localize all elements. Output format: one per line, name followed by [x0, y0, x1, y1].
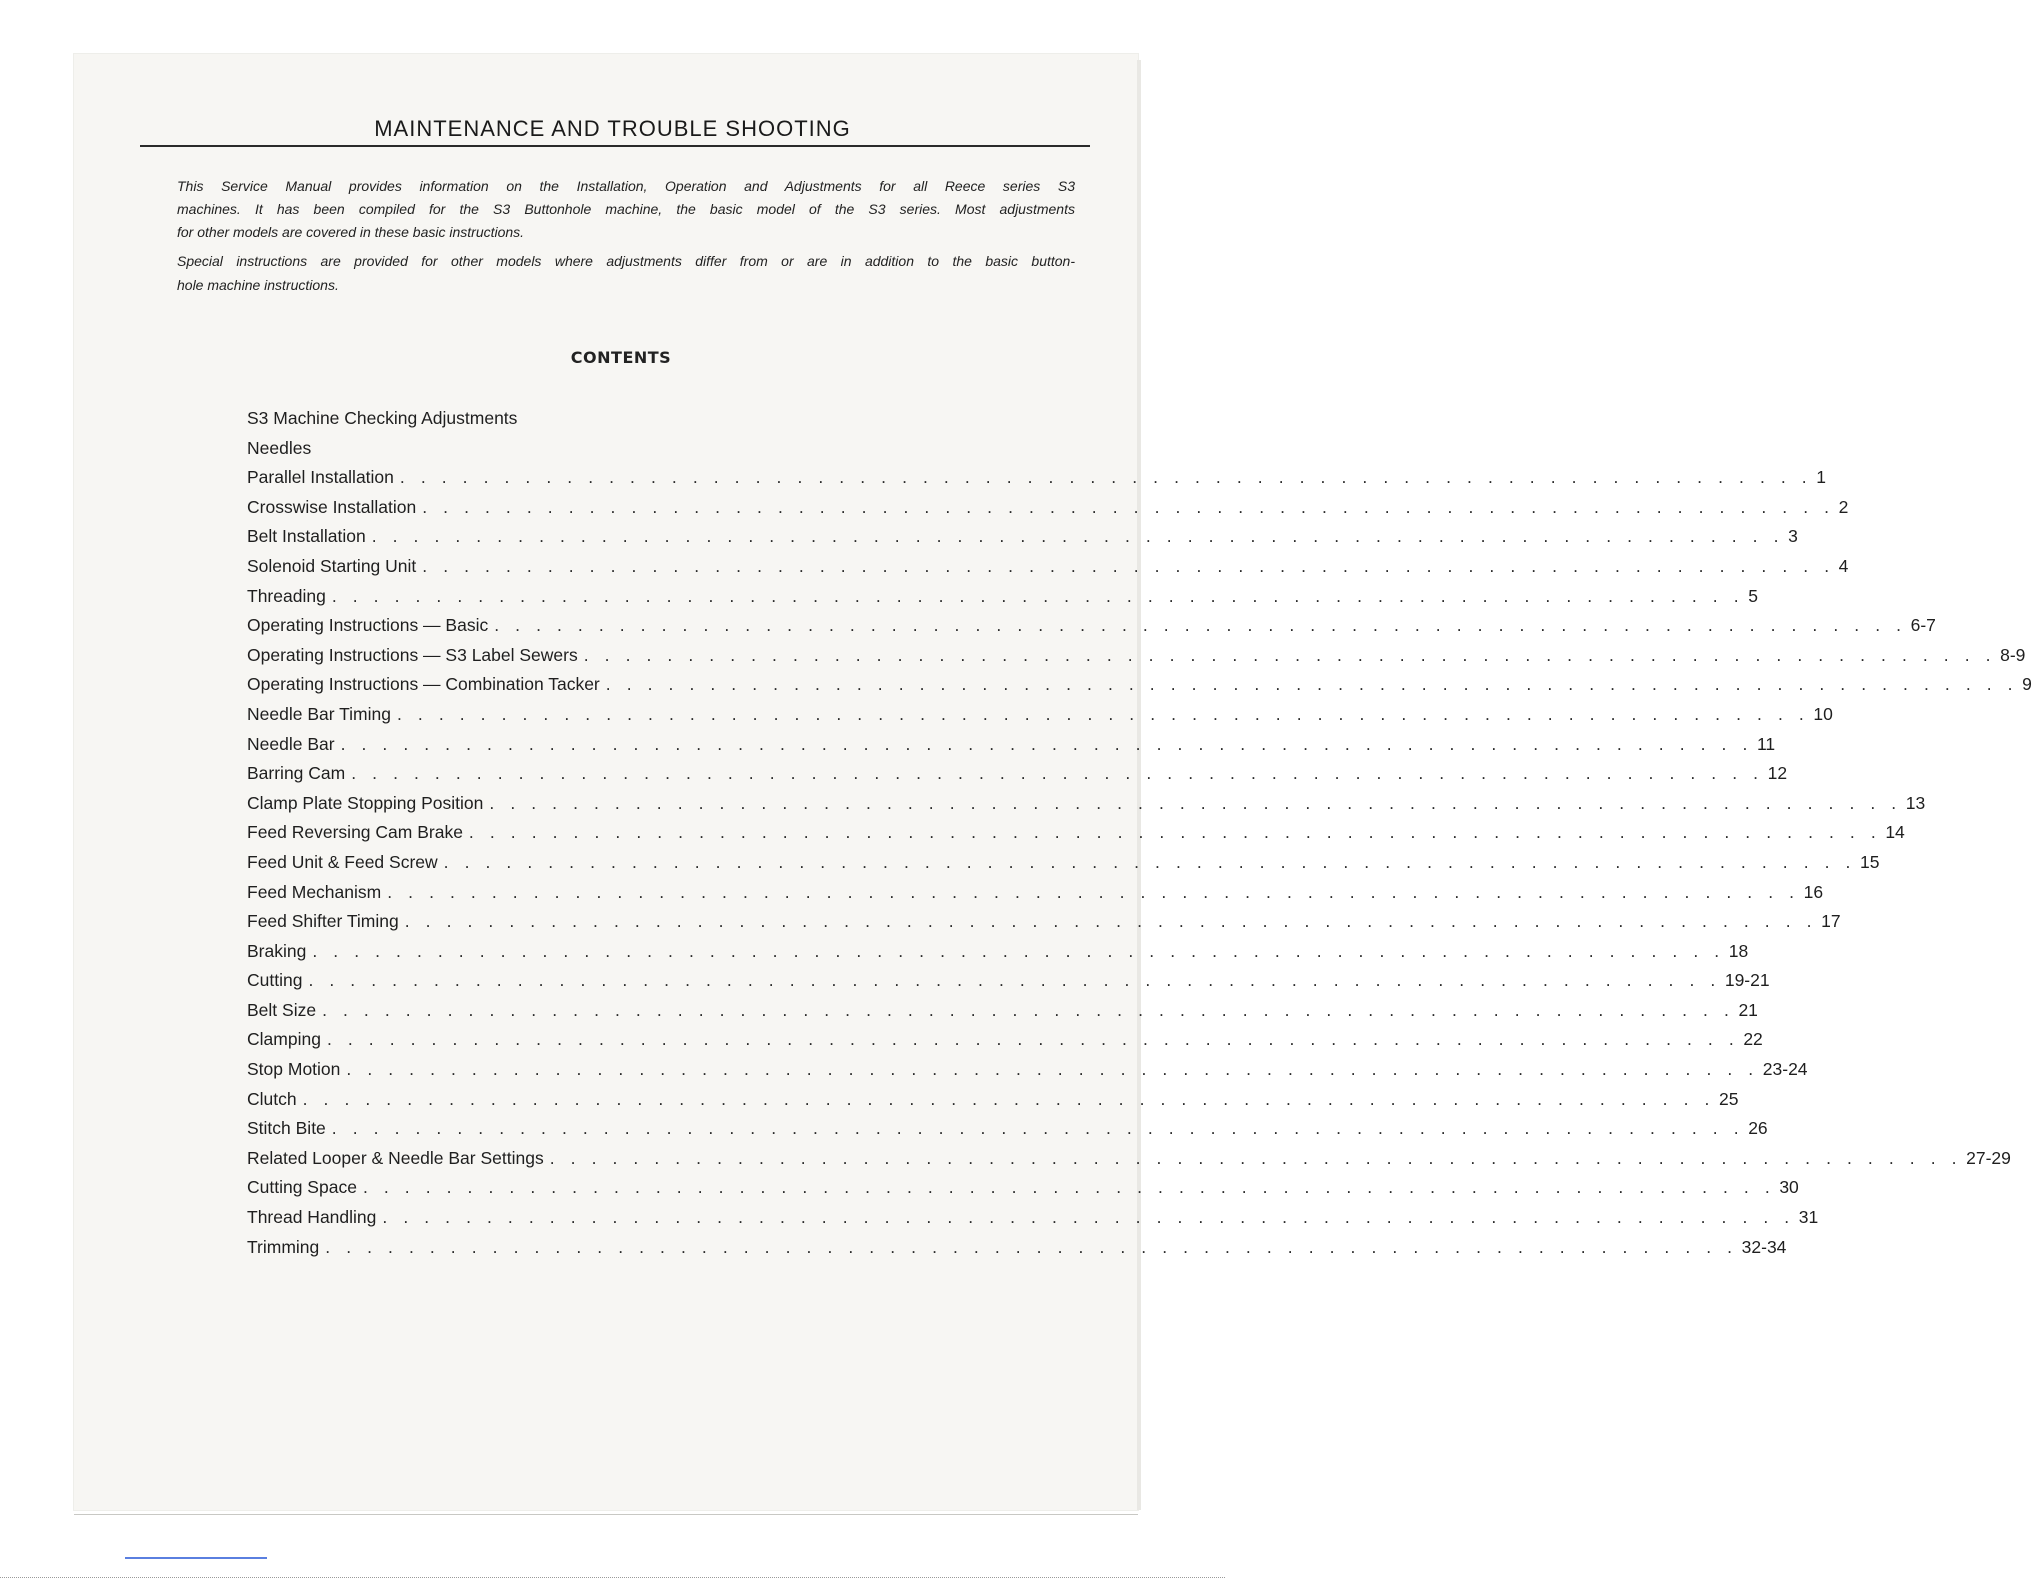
- toc-entry-page: 10: [1813, 703, 1833, 724]
- toc-entry[interactable]: [247, 552, 1849, 582]
- toc-section-header: S3 Machine Checking Adjustments: [247, 408, 518, 428]
- toc-entry[interactable]: [247, 1055, 1808, 1085]
- dot-leader: . . . . . . . . . . . . . . . . . . . . . . . . . . . . . . . . . . . . . . . . . . . . . . . . . . . . . . . . . . . . . . . . . . . .: [302, 1088, 1715, 1109]
- contents-heading: CONTENTS: [570, 348, 672, 367]
- toc-entry-page: 31: [1798, 1207, 1819, 1228]
- dot-leader: . . . . . . . . . . . . . . . . . . . . . . . . . . . . . . . . . . . . . . . . . . . . . . . . . . . . . . . . . . . . . . . . . . . .: [322, 999, 1735, 1020]
- toc-section-header: Needles: [247, 437, 312, 458]
- toc-entry[interactable]: [247, 789, 1926, 819]
- toc-entry[interactable]: [247, 1173, 1799, 1203]
- toc-entry-title: Operating Instructions — Combination Tacker: [247, 674, 600, 695]
- toc-entry-page: 2: [1838, 496, 1849, 517]
- toc-entry-title: Operating Instructions — Basic: [247, 615, 489, 636]
- toc-entry[interactable]: [247, 641, 2026, 671]
- toc-entry[interactable]: [247, 759, 1788, 789]
- toc-entry[interactable]: [247, 1233, 1787, 1263]
- toc-entry-page: 32-34: [1741, 1236, 1787, 1257]
- toc-entry-title: Belt Installation: [247, 526, 366, 547]
- toc-entry-title: Parallel Installation: [247, 467, 394, 488]
- page-title: MAINTENANCE AND TROUBLE SHOOTING: [374, 116, 851, 141]
- toc-entry-title: Solenoid Starting Unit: [247, 555, 417, 576]
- toc-entry-title: Feed Unit & Feed Screw: [247, 851, 438, 872]
- toc-entry[interactable]: [247, 730, 1776, 760]
- toc-entry[interactable]: [247, 493, 1849, 523]
- toc-entry-title: Stitch Bite: [247, 1118, 326, 1139]
- dot-leader: . . . . . . . . . . . . . . . . . . . . . . . . . . . . . . . . . . . . . . . . . . . . . . . . . . . . . . . . . . . . . . . . . . . .: [443, 851, 1857, 872]
- dot-leader: . . . . . . . . . . . . . . . . . . . . . . . . . . . . . . . . . . . . . . . . . . . . . . . . . . . . . . . . . . . . . . . . . . . .: [399, 467, 1813, 488]
- toc-entry[interactable]: [247, 582, 1758, 612]
- toc-entry-page: 11: [1756, 733, 1776, 754]
- dot-leader: . . . . . . . . . . . . . . . . . . . . . . . . . . . . . . . . . . . . . . . . . . . . . . . . . . . . . . . . . . . . . . . . . . . .: [351, 763, 1764, 784]
- toc-entry-page: 18: [1728, 940, 1749, 961]
- toc-entry-title: Stop Motion: [247, 1059, 341, 1080]
- toc-entry-page: 23-24: [1762, 1059, 1808, 1080]
- title-underline: [140, 145, 1090, 147]
- intro-line-2: machines. It has been compiled for the S3 Buttonhole machine, the basic model of the S3 series. Most adjustments: [177, 201, 1075, 217]
- toc-entry-page: 6-7: [1910, 615, 1936, 636]
- dot-leader: . . . . . . . . . . . . . . . . . . . . . . . . . . . . . . . . . . . . . . . . . . . . . . . . . . . . . . . . . . . . . . . . . . . .: [331, 1118, 1745, 1139]
- dot-leader: . . . . . . . . . . . . . . . . . . . . . . . . . . . . . . . . . . . . . . . . . . . . . . . . . . . . . . . . . . . . . . . . . . . .: [382, 1207, 1795, 1228]
- toc-entry-title: Clamp Plate Stopping Position: [247, 792, 484, 813]
- viewer-dotted-border: [0, 1577, 1225, 1578]
- toc-entry-page: 19-21: [1724, 970, 1770, 991]
- dot-leader: . . . . . . . . . . . . . . . . . . . . . . . . . . . . . . . . . . . . . . . . . . . . . . . . . . . . . . . . . . . . . . . . . . . .: [346, 1059, 1759, 1080]
- toc-entry[interactable]: [247, 966, 1770, 996]
- toc-entry[interactable]: [247, 670, 2032, 700]
- toc-entry-title: Cutting Space: [247, 1177, 357, 1198]
- dot-leader: . . . . . . . . . . . . . . . . . . . . . . . . . . . . . . . . . . . . . . . . . . . . . . . . . . . . . . . . . . . . . . . . . . . .: [325, 1236, 1738, 1257]
- dot-leader: . . . . . . . . . . . . . . . . . . . . . . . . . . . . . . . . . . . . . . . . . . . . . . . . . . . . . . . . . . . . . . . . . . . .: [312, 940, 1725, 961]
- special-line-2: hole machine instructions.: [177, 277, 339, 293]
- dot-leader: . . . . . . . . . . . . . . . . . . . . . . . . . . . . . . . . . . . . . . . . . . . . . . . . . . . . . . . . . . . . . . . . . . . .: [308, 970, 1721, 991]
- dot-leader: . . . . . . . . . . . . . . . . . . . . . . . . . . . . . . . . . . . . . . . . . . . . . . . . . . . . . . . . . . . . . . . . . . . .: [331, 585, 1745, 606]
- toc-entry[interactable]: [247, 907, 1841, 937]
- toc-entry-title: Feed Reversing Cam Brake: [247, 822, 463, 843]
- toc-entry-page: 1: [1816, 467, 1827, 488]
- toc-entry-title: Thread Handling: [247, 1207, 377, 1228]
- toc-entry[interactable]: [247, 1203, 1819, 1233]
- toc-entry[interactable]: [247, 1025, 1763, 1055]
- toc-entry-page: 21: [1738, 999, 1758, 1020]
- toc-entry-title: Braking: [247, 940, 307, 961]
- toc-entry-page: 17: [1821, 911, 1841, 932]
- toc-entry[interactable]: [247, 463, 1827, 493]
- toc-entry-page: 22: [1743, 1029, 1763, 1050]
- toc-entry-title: Cutting: [247, 970, 303, 991]
- intro-line-3: for other models are covered in these basic instructions.: [177, 224, 525, 240]
- toc-entry-title: Related Looper & Needle Bar Settings: [247, 1147, 544, 1168]
- toc-entry-page: 14: [1885, 822, 1905, 843]
- toc-entry-page: 25: [1719, 1088, 1739, 1109]
- toc-entry[interactable]: [247, 1085, 1739, 1115]
- dot-leader: . . . . . . . . . . . . . . . . . . . . . . . . . . . . . . . . . . . . . . . . . . . . . . . . . . . . . . . . . . . . . . . . . . . .: [468, 822, 1882, 843]
- toc-entry[interactable]: [247, 937, 1749, 967]
- toc-entry-page: 12: [1767, 763, 1788, 784]
- toc-entry-page: 13: [1905, 792, 1926, 813]
- dot-leader: . . . . . . . . . . . . . . . . . . . . . . . . . . . . . . . . . . . . . . . . . . . . . . . . . . . . . . . . . . . . . . . . . . . .: [404, 911, 1818, 932]
- toc-entry-page: 27-29: [1966, 1147, 2011, 1168]
- dot-leader: . . . . . . . . . . . . . . . . . . . . . . . . . . . . . . . . . . . . . . . . . . . . . . . . . . . . . . . . . . . . . . . . . . . .: [549, 1147, 1963, 1168]
- toc-entry[interactable]: [247, 1114, 1768, 1144]
- dot-leader: . . . . . . . . . . . . . . . . . . . . . . . . . . . . . . . . . . . . . . . . . . . . . . . . . . . . . . . . . . . . . . . . . . . .: [422, 555, 1835, 576]
- toc-entry-title: Crosswise Installation: [247, 496, 417, 517]
- dot-leader: . . . . . . . . . . . . . . . . . . . . . . . . . . . . . . . . . . . . . . . . . . . . . . . . . . . . . . . . . . . . . . . . . . . .: [362, 1177, 1776, 1198]
- toc-entry[interactable]: [247, 1144, 2011, 1174]
- toc-entry-title: Barring Cam: [247, 763, 346, 784]
- dot-leader: . . . . . . . . . . . . . . . . . . . . . . . . . . . . . . . . . . . . . . . . . . . . . . . . . . . . . . . . . . . . . . . . . . . .: [396, 703, 1810, 724]
- intro-line-1: This Service Manual provides information on the Installation, Operation and Adjustments for all Reece series S3: [177, 178, 1075, 194]
- toc-entry-title: Operating Instructions — S3 Label Sewers: [247, 644, 578, 665]
- dot-leader: . . . . . . . . . . . . . . . . . . . . . . . . . . . . . . . . . . . . . . . . . . . . . . . . . . . . . . . . . . . . . . . . . . . .: [371, 526, 1785, 547]
- toc-entry-title: Feed Shifter Timing: [247, 911, 399, 932]
- dot-leader: . . . . . . . . . . . . . . . . . . . . . . . . . . . . . . . . . . . . . . . . . . . . . . . . . . . . . . . . . . . . . . . . . . . .: [326, 1029, 1740, 1050]
- toc-entry-title: Trimming: [247, 1236, 320, 1257]
- toc-entry-page: 5: [1748, 585, 1758, 606]
- dot-leader: . . . . . . . . . . . . . . . . . . . . . . . . . . . . . . . . . . . . . . . . . . . . . . . . . . . . . . . . . . . . . . . . . . . .: [583, 644, 1997, 665]
- toc-entry-page: 16: [1803, 881, 1824, 902]
- toc-entry[interactable]: [247, 848, 1880, 878]
- dot-leader: . . . . . . . . . . . . . . . . . . . . . . . . . . . . . . . . . . . . . . . . . . . . . . . . . . . . . . . . . . . . . . . . . . . .: [422, 496, 1835, 517]
- toc-entry-page: 4: [1838, 555, 1849, 576]
- toc-entry-page: 30: [1779, 1177, 1799, 1198]
- dot-leader: . . . . . . . . . . . . . . . . . . . . . . . . . . . . . . . . . . . . . . . . . . . . . . . . . . . . . . . . . . . . . . . . . . . .: [605, 674, 2019, 695]
- dot-leader: . . . . . . . . . . . . . . . . . . . . . . . . . . . . . . . . . . . . . . . . . . . . . . . . . . . . . . . . . . . . . . . . . . . .: [489, 792, 1902, 813]
- toc-entry-title: Needle Bar Timing: [247, 703, 391, 724]
- toc-entry-page: 3: [1788, 526, 1798, 547]
- toc-entry[interactable]: [247, 996, 1758, 1026]
- toc-entry-page: 8-9: [2000, 644, 2026, 665]
- toc-entry-title: Threading: [247, 585, 326, 606]
- toc-entry-title: Needle Bar: [247, 733, 335, 754]
- dot-leader: . . . . . . . . . . . . . . . . . . . . . . . . . . . . . . . . . . . . . . . . . . . . . . . . . . . . . . . . . . . . . . . . . . . .: [494, 615, 1907, 636]
- toc-entry-title: Belt Size: [247, 999, 317, 1020]
- toc-entry[interactable]: [247, 611, 1936, 641]
- toc-entry-title: Feed Mechanism: [247, 881, 382, 902]
- viewer-progress-mark: [125, 1557, 267, 1559]
- toc-entry-title: Clamping: [247, 1029, 321, 1050]
- table-of-contents: [247, 404, 2032, 1262]
- toc-entry-page: 26: [1748, 1118, 1768, 1139]
- toc-entry[interactable]: [247, 522, 1798, 552]
- special-line-1: Special instructions are provided for other models where adjustments differ from or are in addition to the basic button-: [177, 253, 1075, 269]
- toc-entry-title: Clutch: [247, 1088, 297, 1109]
- dot-leader: . . . . . . . . . . . . . . . . . . . . . . . . . . . . . . . . . . . . . . . . . . . . . . . . . . . . . . . . . . . . . . . . . . . .: [340, 733, 1753, 754]
- toc-entry-page: 9: [2022, 674, 2032, 695]
- page-bottom-rule: [74, 1514, 1138, 1515]
- toc-entry[interactable]: [247, 700, 1833, 730]
- toc-entry[interactable]: [247, 878, 1824, 908]
- toc-entry[interactable]: [247, 818, 1905, 848]
- dot-leader: . . . . . . . . . . . . . . . . . . . . . . . . . . . . . . . . . . . . . . . . . . . . . . . . . . . . . . . . . . . . . . . . . . . .: [387, 881, 1800, 902]
- toc-entry-page: 15: [1860, 851, 1880, 872]
